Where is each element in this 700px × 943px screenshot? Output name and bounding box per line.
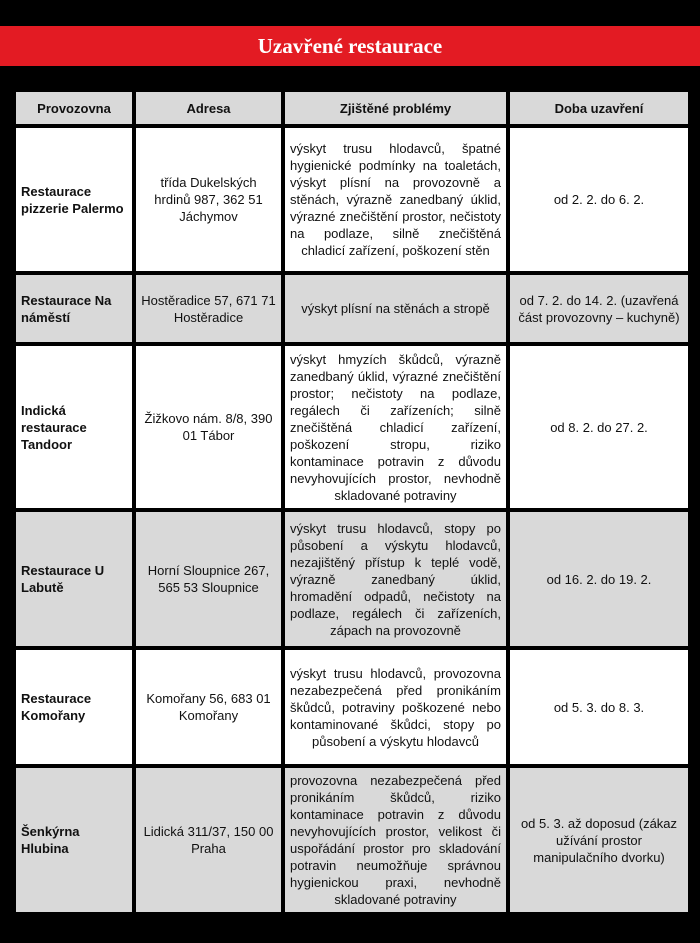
closed-restaurants-table — [12, 88, 692, 916]
cell-problems: výskyt hmyzích škůdců, výrazně zanedbaný úklid, výrazné znečištění prostor; nečistoty na podlaze, regálech či zařízeních; silně znečištěná chladicí zařízení, poškození stropu, riziko kontaminace potravin z důvodu nevyhovujících prostor, nevhodně skladované potraviny — [285, 346, 506, 508]
table-row — [16, 346, 688, 508]
cell-period: od 5. 3. až doposud (zákaz užívání prostor manipulačního dvorku) — [510, 768, 688, 912]
table-row — [16, 275, 688, 342]
cell-problems: výskyt trusu hlodavců, špatné hygienické podmínky na toaletách, výskyt plísní na provozovně a stěnách, výrazně zanedbaný úklid, výrazné znečištění prostor, nečistoty na podlaze, silně znečištěná chladicí zařízení, poškození stěn — [285, 128, 506, 271]
cell-address: třída Dukelských hrdinů 987, 362 51 Jáchymov — [136, 128, 281, 271]
cell-name: Restaurace pizzerie Palermo — [16, 128, 132, 271]
cell-address: Komořany 56, 683 01 Komořany — [136, 650, 281, 764]
cell-name: Šenkýrna Hlubina — [16, 768, 132, 912]
table-row — [16, 512, 688, 646]
cell-address: Lidická 311/37, 150 00 Praha — [136, 768, 281, 912]
cell-name: Restaurace U Labutě — [16, 512, 132, 646]
cell-address: Hostěradice 57, 671 71 Hostěradice — [136, 275, 281, 342]
cell-address: Žižkovo nám. 8/8, 390 01 Tábor — [136, 346, 281, 508]
table-row — [16, 768, 688, 912]
cell-period: od 8. 2. do 27. 2. — [510, 346, 688, 508]
cell-problems: provozovna nezabezpečená před pronikáním škůdců, riziko kontaminace potravin z důvodu nevyhovujících prostor, velikost či uspořádání prostor pro skladování potravin neumožňuje správnou hygienickou praxi, nevhodně skladované potraviny — [285, 768, 506, 912]
cell-period: od 5. 3. do 8. 3. — [510, 650, 688, 764]
cell-address: Horní Sloupnice 267, 565 53 Sloupnice — [136, 512, 281, 646]
header-doba: Doba uzavření — [510, 92, 688, 124]
cell-name: Indická restaurace Tandoor — [16, 346, 132, 508]
cell-problems: výskyt trusu hlodavců, provozovna nezabezpečená před pronikáním škůdců, potraviny poškozené nebo kontaminované škůdci, stopy po působení a výskytu hlodavců — [285, 650, 506, 764]
cell-name: Restaurace Na náměstí — [16, 275, 132, 342]
cell-period: od 7. 2. do 14. 2. (uzavřená část provozovny – kuchyně) — [510, 275, 688, 342]
header-problemy: Zjištěné problémy — [285, 92, 506, 124]
table-row — [16, 128, 688, 271]
table-header-row — [16, 92, 688, 124]
header-provozovna: Provozovna — [16, 92, 132, 124]
cell-period: od 2. 2. do 6. 2. — [510, 128, 688, 271]
header-adresa: Adresa — [136, 92, 281, 124]
cell-problems: výskyt plísní na stěnách a stropě — [285, 275, 506, 342]
table-row — [16, 650, 688, 764]
cell-name: Restaurace Komořany — [16, 650, 132, 764]
cell-problems: výskyt trusu hlodavců, stopy po působení a výskytu hlodavců, nezajištěný přístup k teplé vodě, výrazně zanedbaný úklid, hromadění odpadů, nečistoty na podlaze, regálech či zařízeních, zápach na provozovně — [285, 512, 506, 646]
cell-period: od 16. 2. do 19. 2. — [510, 512, 688, 646]
page-title: Uzavřené restaurace — [0, 26, 700, 66]
